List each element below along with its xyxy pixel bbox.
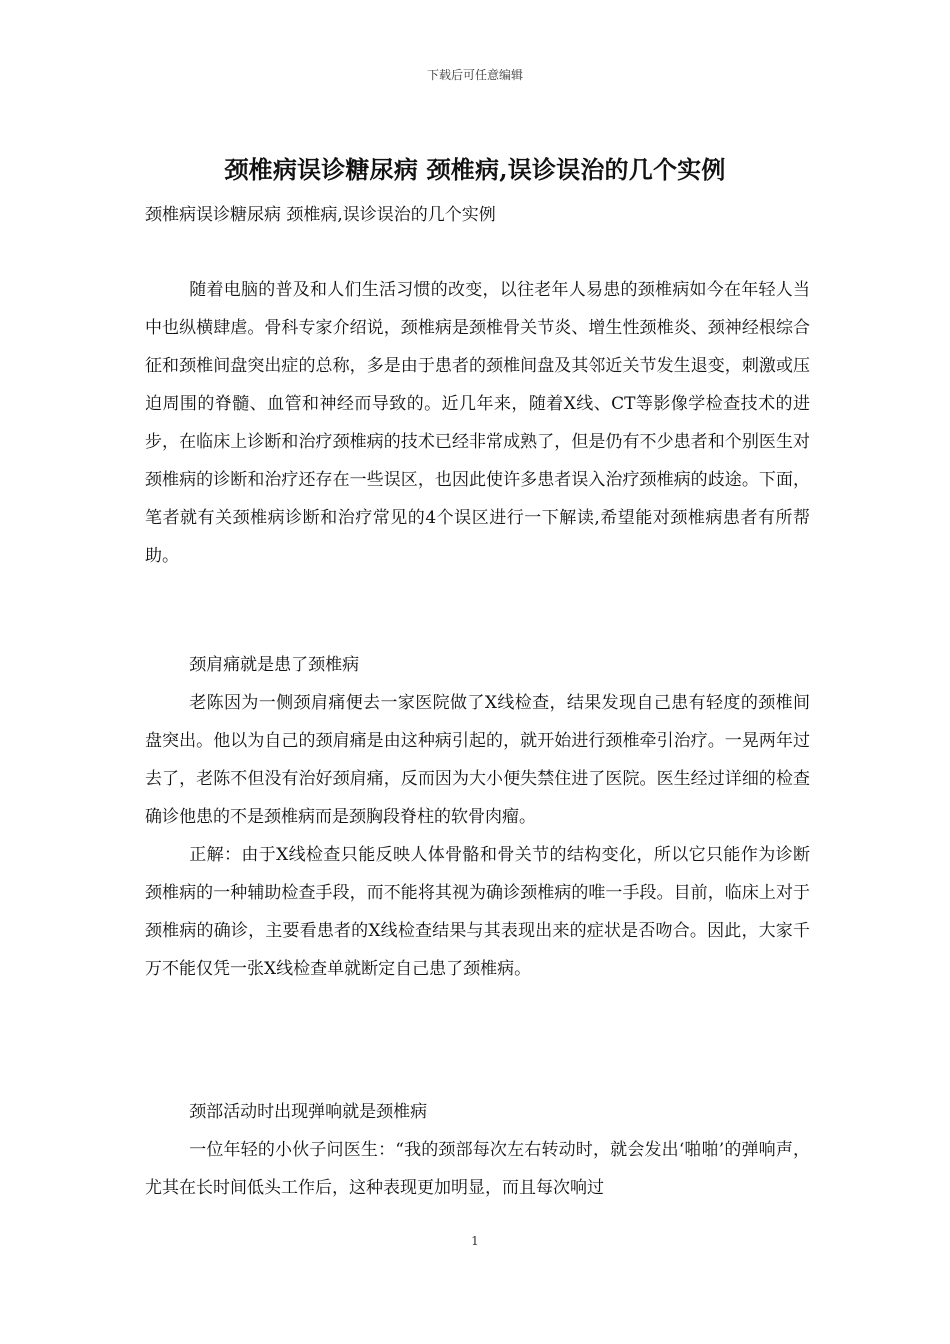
section-1-heading: 颈肩痛就是患了颈椎病 <box>189 655 360 675</box>
header-note: 下载后可任意编辑 <box>426 68 523 82</box>
section-1-answer-paragraph: 正解：由于X线检查只能反映人体骨骼和骨关节的结构变化，所以它只能作为诊断颈椎病的一种辅助检查手段，而不能将其视为确诊颈椎病的唯一手段。目前，临床上对于颈椎病的确诊，主要看患者的X线检查结果与其表现出来的症状是否吻合。因此，大家千万不能仅凭一张X线检查单就断定自己患了颈椎病。 <box>145 845 810 979</box>
section-1 <box>145 646 810 988</box>
section-2-case-paragraph: 一位年轻的小伙子问医生：“我的颈部每次左右转动时，就会发出‘啪啪’的弹响声，尤其在长时间低头工作后，这种表现更加明显，而且每次响过 <box>145 1140 810 1198</box>
intro-paragraph: 随着电脑的普及和人们生活习惯的改变，以往老年人易患的颈椎病如今在年轻人当中也纵横肆虐。骨科专家介绍说，颈椎病是颈椎骨关节炎、增生性颈椎炎、颈神经根综合征和颈椎间盘突出症的总称，多是由于患者的颈椎间盘及其邻近关节发生退变，刺激或压迫周围的脊髓、血管和神经而导致的。近几年来，随着X线、CT等影像学检查技术的进步，在临床上诊断和治疗颈椎病的技术已经非常成熟了，但是仍有不少患者和个别医生对颈椎病的诊断和治疗还存在一些误区，也因此使许多患者误入治疗颈椎病的歧途。下面，笔者就有关颈椎病诊断和治疗常见的4个误区进行一下解读,希望能对颈椎病患者有所帮助。 <box>145 280 810 566</box>
section-1-case-paragraph: 老陈因为一侧颈肩痛便去一家医院做了X线检查，结果发现自己患有轻度的颈椎间盘突出。他以为自己的颈肩痛是由这种病引起的，就开始进行颈椎牵引治疗。一晃两年过去了，老陈不但没有治好颈肩痛，反而因为大小便失禁住进了医院。医生经过详细的检查确诊他患的不是颈椎病而是颈胸段脊柱的软骨肉瘤。 <box>145 693 810 827</box>
section-2-heading: 颈部活动时出现弹响就是颈椎病 <box>189 1102 428 1122</box>
section-2 <box>145 1093 810 1207</box>
intro-section <box>145 271 810 575</box>
page-subtitle: 颈椎病误诊糖尿病 颈椎病,误诊误治的几个实例 <box>145 205 496 225</box>
page-title: 颈椎病误诊糖尿病 颈椎病,误诊误治的几个实例 <box>224 155 726 184</box>
page-number: 1 <box>471 1234 479 1248</box>
